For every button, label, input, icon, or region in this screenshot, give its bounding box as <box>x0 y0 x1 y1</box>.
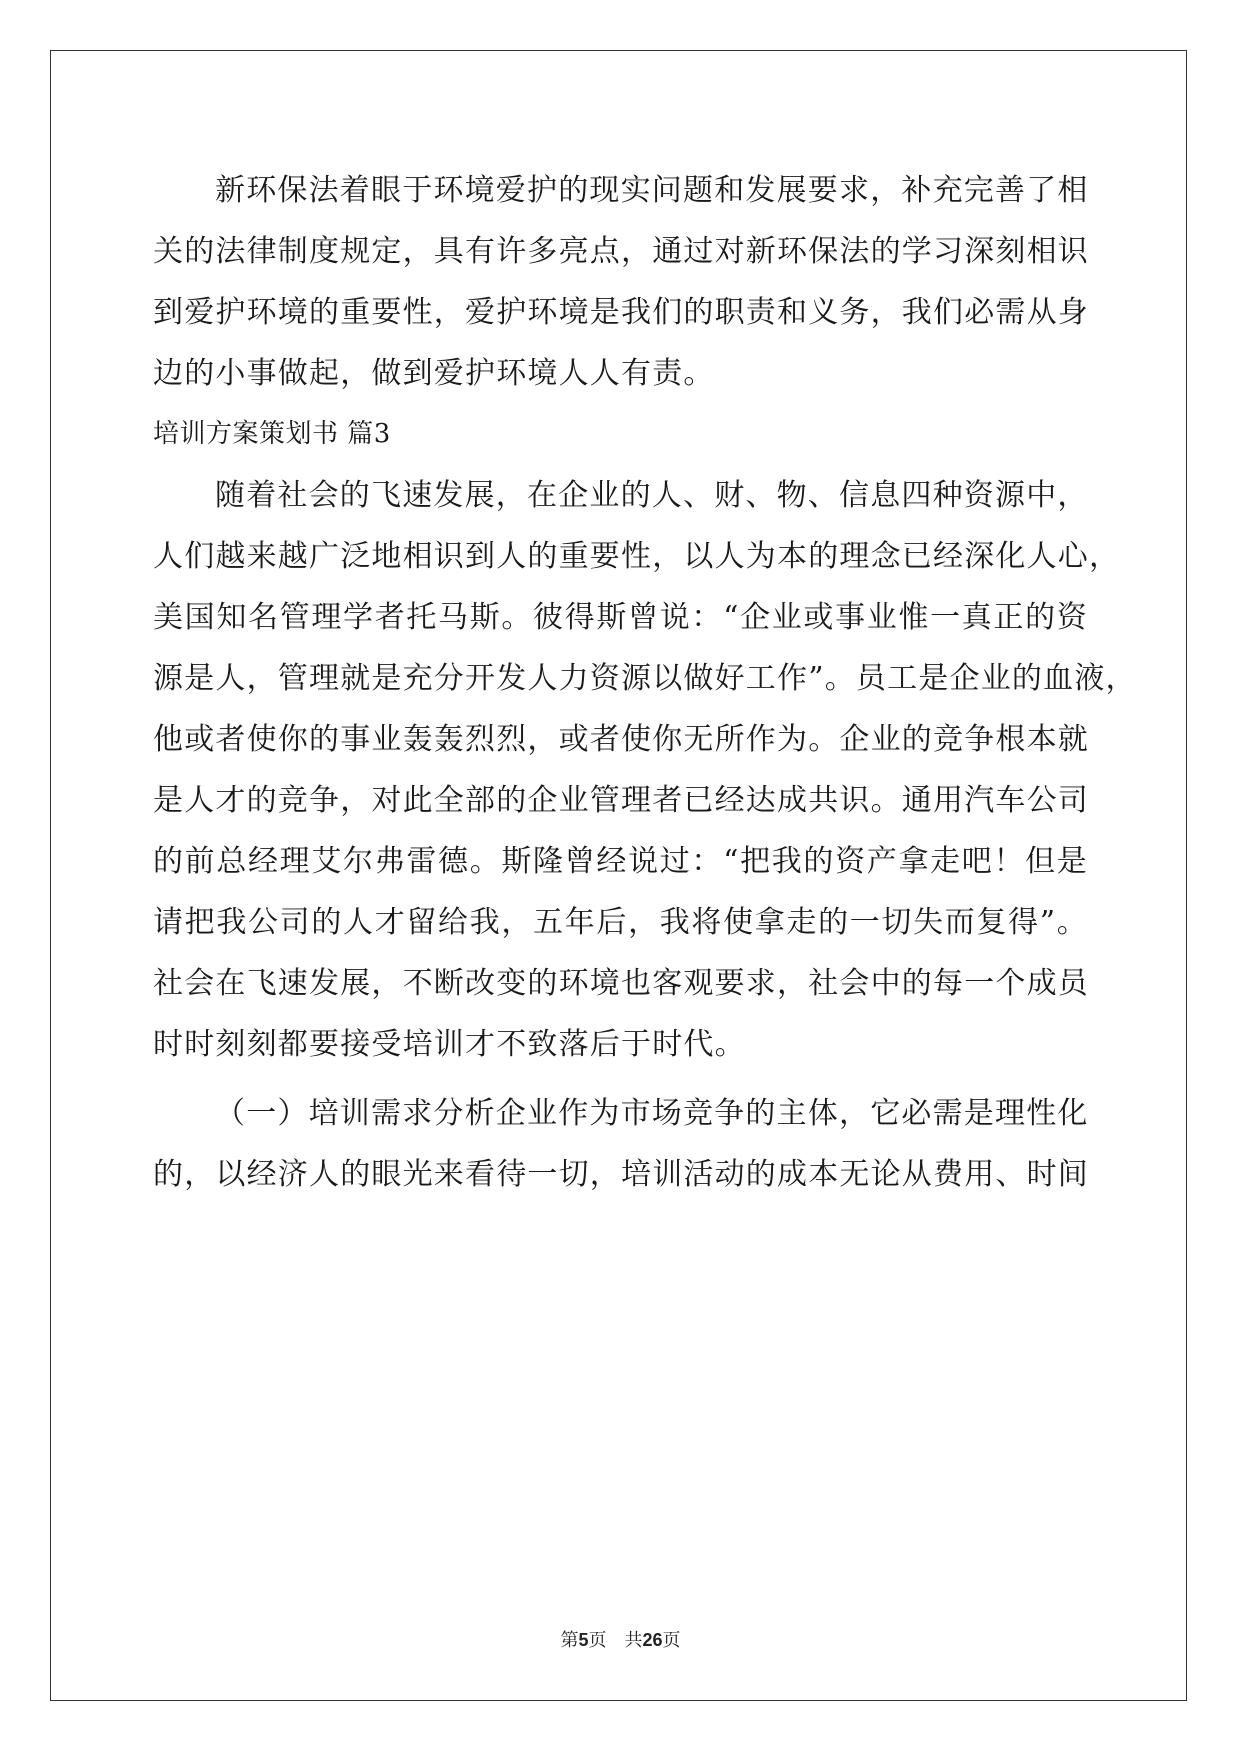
paragraph-line: 时时刻刻都要接受培训才不致落后于时代。 <box>153 1027 746 1062</box>
paragraph-line: 关的法律制度规定，具有许多亮点，通过对新环保法的学习深刻相识 <box>153 234 1089 269</box>
paragraph-1 <box>153 160 1088 404</box>
paragraph-line: 源是人，管理就是充分开发人力资源以做好工作”。员工是企业的血液， <box>153 661 1137 696</box>
paragraph-line: 的，以经济人的眼光来看待一切，培训活动的成本无论从费用、时间 <box>153 1157 1089 1192</box>
footer-mid: 页 共 <box>588 1630 643 1651</box>
page-footer <box>0 1626 1241 1652</box>
paragraph-line: 到爱护环境的重要性，爱护环境是我们的职责和义务，我们必需从身 <box>153 295 1089 330</box>
paragraph-line: 是人才的竞争，对此全部的企业管理者已经达成共识。通用汽车公司 <box>153 783 1089 818</box>
footer-suffix: 页 <box>662 1630 681 1651</box>
paragraph-2 <box>153 465 1137 1075</box>
paragraph-line: 人们越来越广泛地相识到人的重要性，以人为本的理念已经深化人心， <box>153 539 1121 574</box>
paragraph-line: 新环保法着眼于环境爱护的现实问题和发展要求，补充完善了相 <box>215 173 1089 208</box>
paragraph-line: 美国知名管理学者托马斯。彼得斯曾说：“企业或事业惟一真正的资 <box>153 600 1088 635</box>
paragraph-gap <box>153 1075 1088 1083</box>
section-heading: 培训方案策划书 篇3 <box>153 419 391 449</box>
paragraph-line: 请把我公司的人才留给我，五年后，我将使拿走的一切失而复得”。 <box>153 905 1088 940</box>
page-total: 26 <box>642 1630 663 1650</box>
footer-prefix: 第 <box>560 1630 579 1651</box>
paragraph-line: （一）培训需求分析企业作为市场竞争的主体，它必需是理性化 <box>215 1096 1089 1131</box>
paragraph-3 <box>153 1083 1088 1205</box>
paragraph-line: 的前总经理艾尔弗雷德。斯隆曾经说过：“把我的资产拿走吧！但是 <box>153 844 1088 879</box>
paragraph-line: 社会在飞速发展，不断改变的环境也客观要求，社会中的每一个成员 <box>153 966 1089 1001</box>
document-body <box>153 160 1137 1205</box>
paragraph-line: 随着社会的飞速发展，在企业的人、财、物、信息四种资源中， <box>215 478 1089 513</box>
paragraph-line: 他或者使你的事业轰轰烈烈，或者使你无所作为。企业的竞争根本就 <box>153 722 1089 757</box>
page-number: 5 <box>578 1630 589 1650</box>
paragraph-line: 边的小事做起，做到爱护环境人人有责。 <box>153 356 715 391</box>
